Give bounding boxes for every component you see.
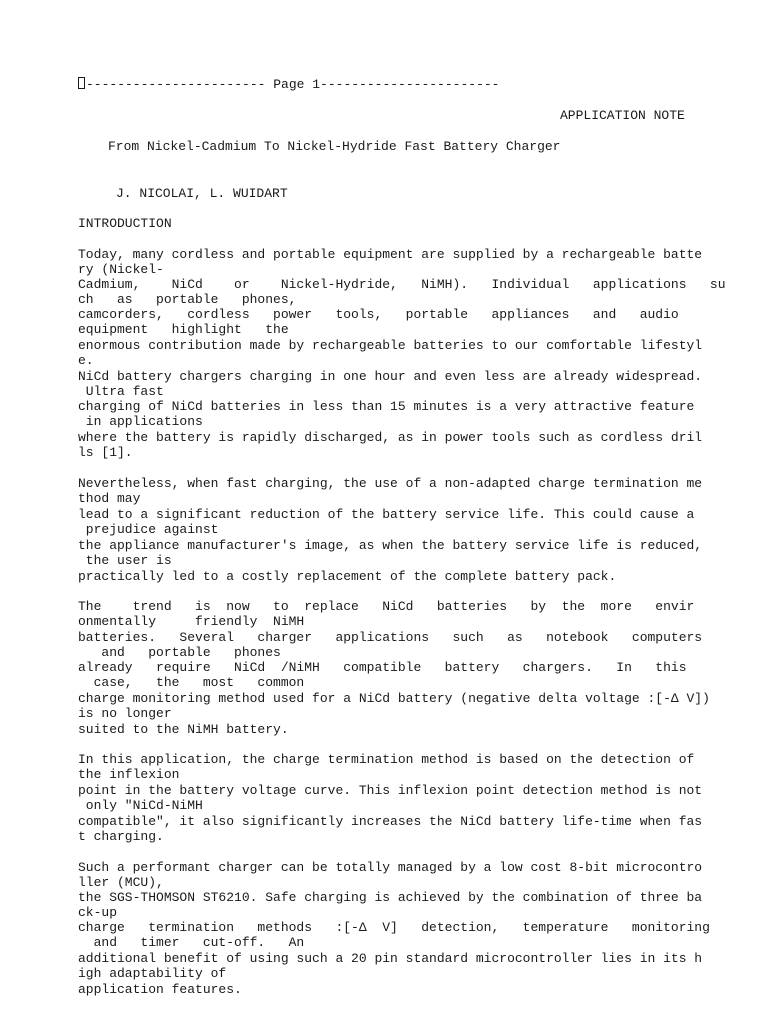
text-line: charge monitoring method used for a NiCd battery (negative delta voltage :[-Δ V]) [78, 691, 710, 706]
text-line: is no longer [78, 706, 172, 721]
text-line: equipment highlight the [78, 322, 289, 337]
text-line: application features. [78, 982, 242, 997]
text-line: where the battery is rapidly discharged, as in power tools such as cordless dril [78, 430, 703, 445]
text-line: practically led to a costly replacement of the complete battery pack. [78, 569, 617, 584]
text-line: ck-up [78, 905, 118, 920]
text-line: ry (Nickel- [78, 262, 164, 277]
text-line: case, the most common [78, 675, 305, 690]
text-line: Today, many cordless and portable equipment are supplied by a rechargeable batte [78, 247, 703, 262]
text-line: enormous contribution made by rechargeable batteries to our comfortable lifestyl [78, 338, 703, 353]
text-line: ch as portable phones, [78, 292, 297, 307]
text-line: NiCd battery chargers charging in one hour and even less are already widespread. [78, 369, 703, 384]
text-line: thod may [78, 491, 141, 506]
page-separator [78, 77, 499, 92]
text-line: ls [1]. [78, 445, 133, 460]
page-separator-text: ----------------------- Page 1----------------------- [86, 77, 500, 92]
text-line: Ultra fast [78, 384, 164, 399]
note-type: APPLICATION NOTE [560, 108, 685, 123]
text-line: Nevertheless, when fast charging, the use of a non-adapted charge termination me [78, 476, 703, 491]
text-line: ller (MCU), [78, 875, 164, 890]
section-heading: INTRODUCTION [78, 216, 172, 231]
text-line: The trend is now to replace NiCd batteries by the more envir [78, 599, 695, 614]
text-line: camcorders, cordless power tools, portable appliances and audio [78, 307, 679, 322]
text-line: onmentally friendly NiMH [78, 614, 305, 629]
text-line: In this application, the charge termination method is based on the detection of [78, 752, 695, 767]
text-line: the appliance manufacturer's image, as when the battery service life is reduced, [78, 538, 703, 553]
text-line: igh adaptability of [78, 966, 227, 981]
authors: J. NICOLAI, L. WUIDART [116, 186, 288, 201]
text-line: prejudice against [78, 522, 219, 537]
text-line: additional benefit of using such a 20 pin standard microcontroller lies in its h [78, 951, 703, 966]
text-line: batteries. Several charger applications such as notebook computers [78, 630, 703, 645]
text-line: Cadmium, NiCd or Nickel-Hydride, NiMH). Individual applications su [78, 277, 726, 292]
text-line: t charging. [78, 829, 164, 844]
text-line: the SGS-THOMSON ST6210. Safe charging is achieved by the combination of three ba [78, 890, 703, 905]
missing-glyph-icon [78, 77, 85, 89]
text-line: and portable phones [78, 645, 281, 660]
text-line: e. [78, 353, 94, 368]
text-line: point in the battery voltage curve. This inflexion point detection method is not [78, 783, 703, 798]
text-line: suited to the NiMH battery. [78, 722, 289, 737]
text-line: already require NiCd /NiMH compatible battery chargers. In this [78, 660, 687, 675]
text-line: compatible", it also significantly increases the NiCd battery life-time when fas [78, 814, 703, 829]
text-line: Such a performant charger can be totally managed by a low cost 8-bit microcontro [78, 860, 703, 875]
text-line: charging of NiCd batteries in less than 15 minutes is a very attractive feature [78, 399, 695, 414]
text-line: in applications [78, 414, 203, 429]
document-title: From Nickel-Cadmium To Nickel-Hydride Fast Battery Charger [108, 139, 561, 154]
text-line: lead to a significant reduction of the battery service life. This could cause a [78, 507, 695, 522]
text-line: the inflexion [78, 767, 180, 782]
text-line: charge termination methods :[-Δ V] detection, temperature monitoring [78, 920, 710, 935]
text-line: and timer cut-off. An [78, 935, 305, 950]
text-line: the user is [78, 553, 172, 568]
text-line: only "NiCd-NiMH [78, 798, 203, 813]
